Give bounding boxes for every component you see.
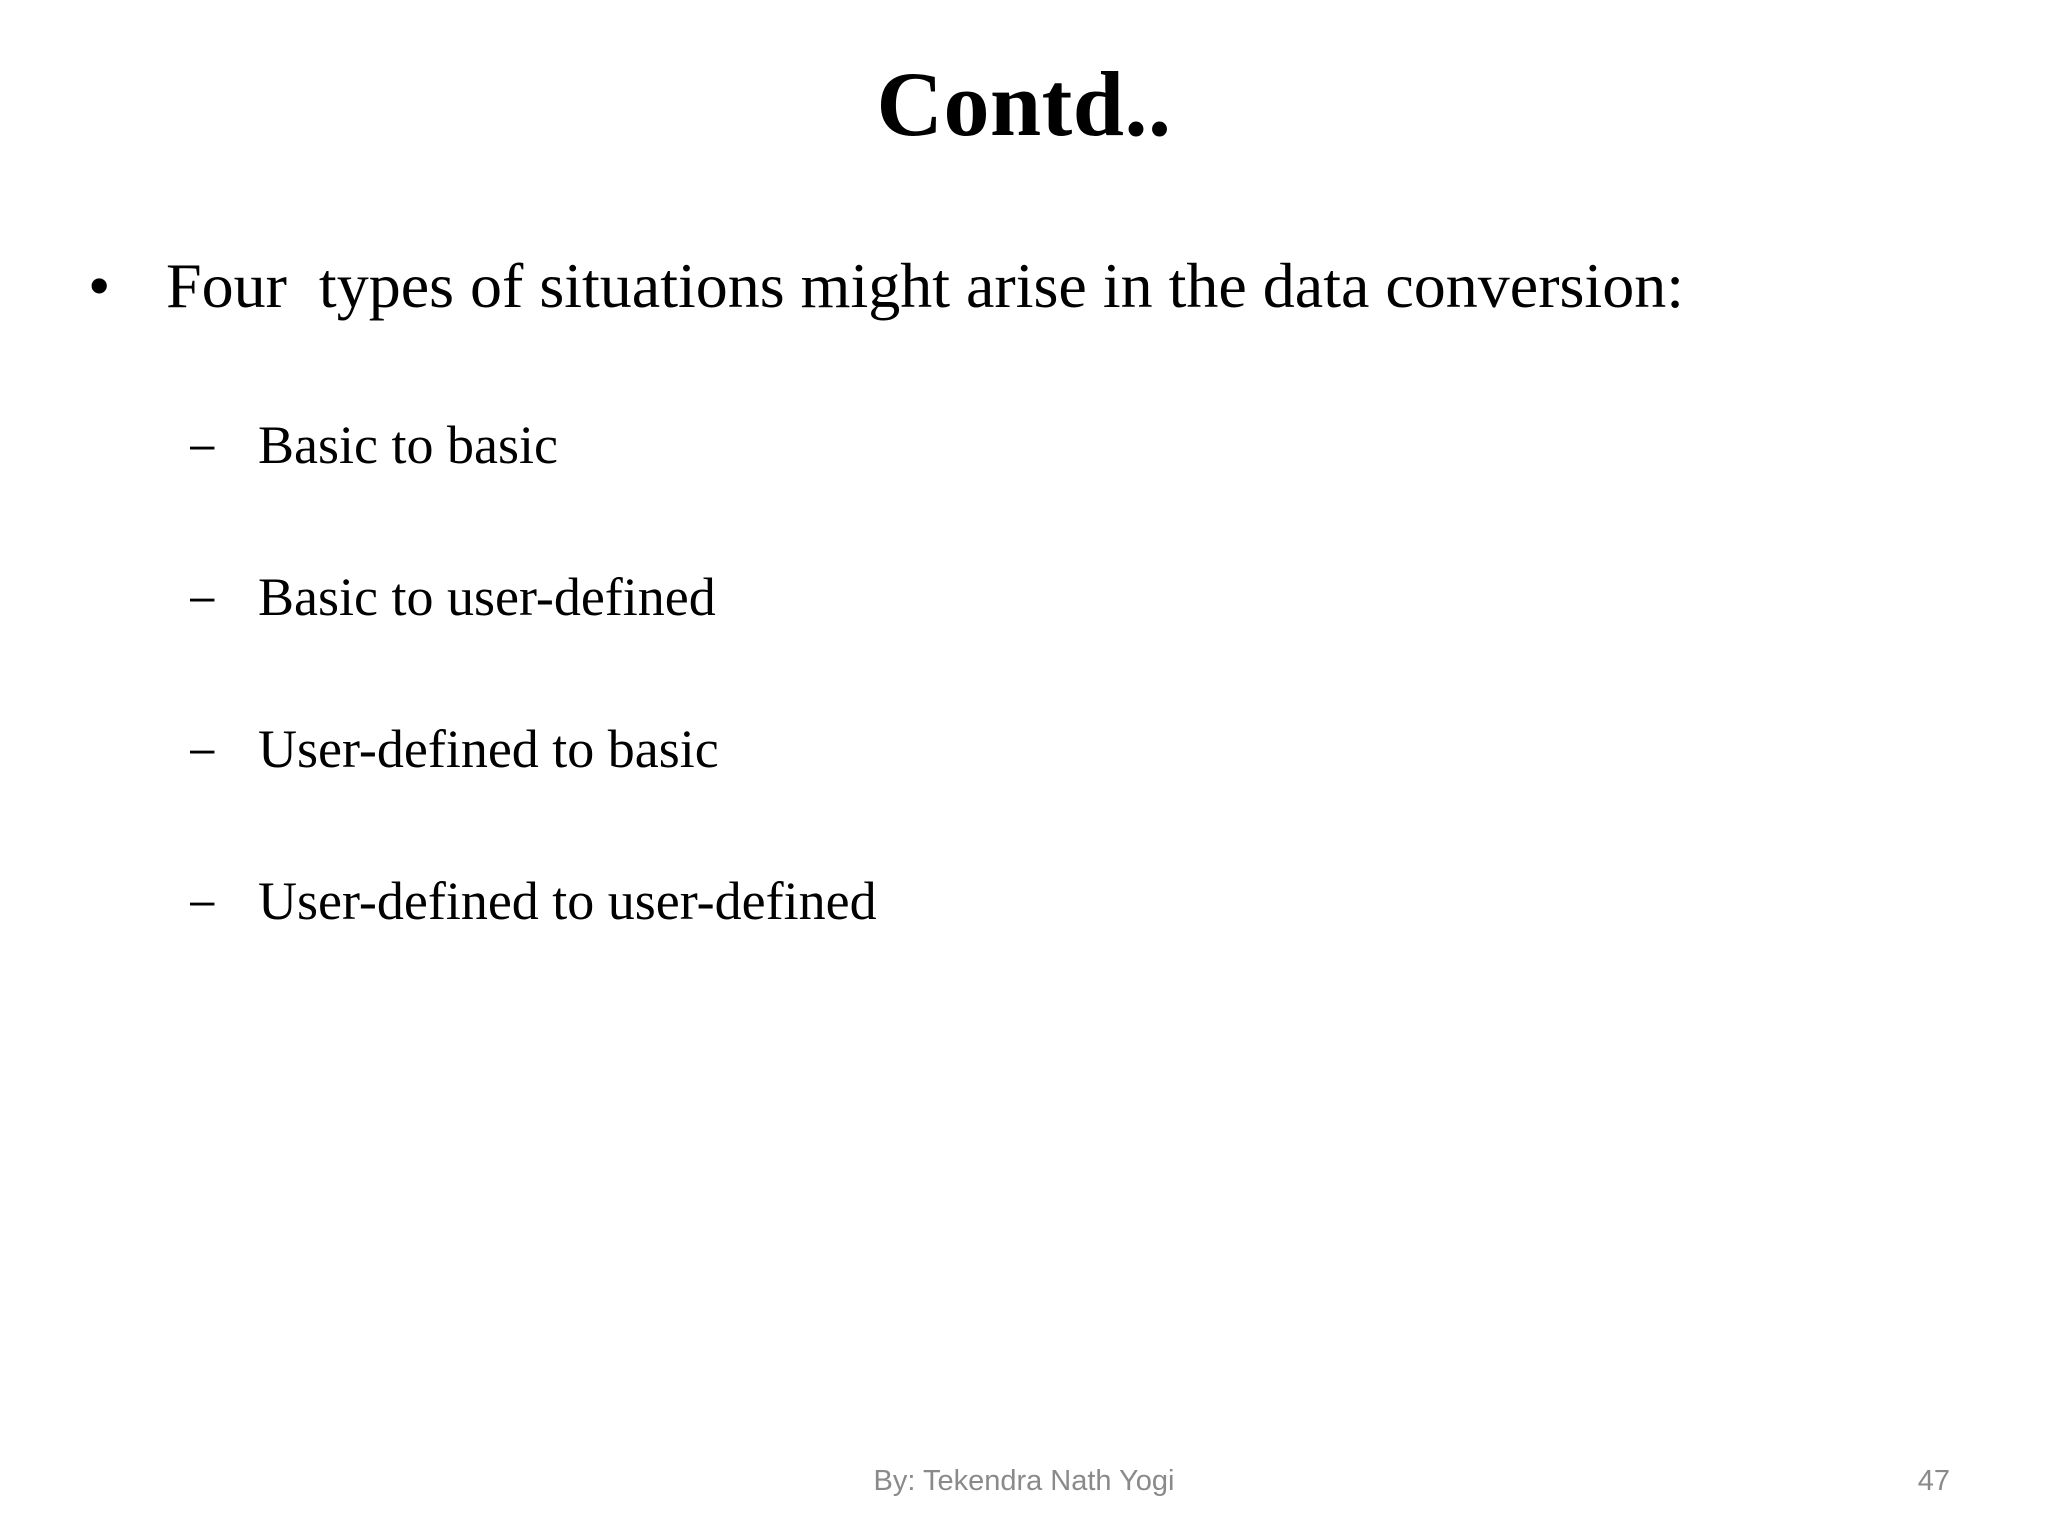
- slide-title: Contd..: [876, 53, 1172, 155]
- dash-marker: –: [190, 724, 215, 773]
- bullet-marker: •: [88, 250, 111, 321]
- sub-item-text: Basic to user-defined: [258, 567, 716, 627]
- sub-item-text: User-defined to basic: [258, 719, 719, 779]
- bullet-text: Four types of situations might arise in the data conversion:: [166, 250, 1684, 321]
- page-number: 47: [1917, 1465, 1950, 1497]
- dash-marker: –: [190, 420, 215, 469]
- dash-marker: –: [190, 876, 215, 925]
- dash-marker: –: [190, 572, 215, 621]
- footer-author: By: Tekendra Nath Yogi: [873, 1465, 1175, 1497]
- sub-item-text: Basic to basic: [258, 415, 558, 475]
- sub-item-text: User-defined to user-defined: [258, 871, 877, 931]
